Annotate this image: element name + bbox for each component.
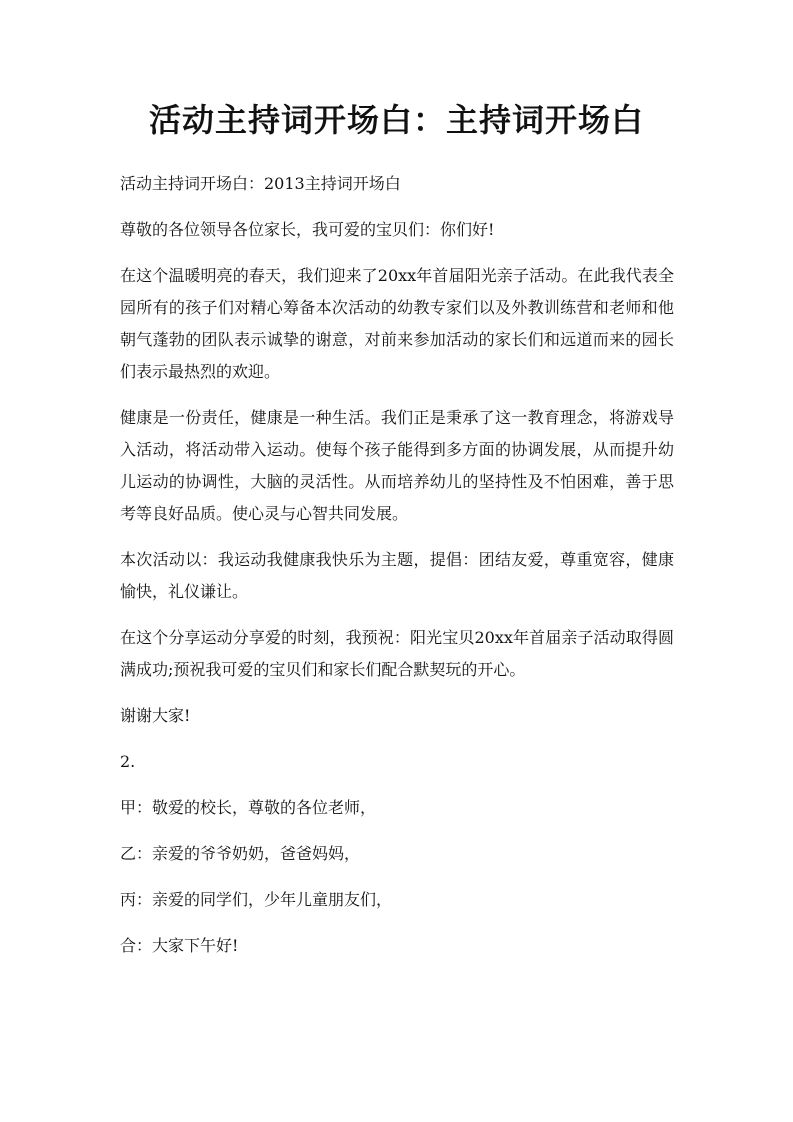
- paragraph-host-b: 乙：亲爱的爷爷奶奶，爸爸妈妈，: [120, 844, 361, 863]
- paragraph-together: 合：大家下午好!: [120, 936, 239, 955]
- paragraph-subtitle: 活动主持词开场白：2013主持词开场白: [120, 174, 401, 193]
- document-title: 活动主持词开场白：主持词开场白: [148, 101, 644, 139]
- paragraph-greeting: 尊敬的各位领导各位家长，我可爱的宝贝们：你们好!: [120, 220, 495, 239]
- paragraph-welcome: 在这个温暖明亮的春天，我们迎来了20xx年首届阳光亲子活动。在此我代表全园所有的孩子们对精心筹备本次活动的幼教专家们以及外教训练营和老师和他朝气蓬勃的团队表示诚挚的谢意，对前来参加活动的家长们和远道而来的园长们表示最热烈的欢迎。: [120, 266, 674, 381]
- paragraph-wish: 在这个分享运动分享爱的时刻，我预祝：阳光宝贝20xx年首届亲子活动取得圆满成功;预祝我可爱的宝贝们和家长们配合默契玩的开心。: [120, 628, 674, 679]
- paragraph-health: 健康是一份责任，健康是一种生活。我们正是秉承了这一教育理念，将游戏导入活动，将活动带入运动。使每个孩子能得到多方面的协调发展，从而提升幼儿运动的协调性，大脑的灵活性。从而培养幼儿的坚持性及不怕困难，善于思考等良好品质。使心灵与心智共同发展。: [120, 408, 674, 523]
- paragraph-host-a: 甲：敬爱的校长，尊敬的各位老师，: [120, 798, 377, 817]
- paragraph-section-number: 2.: [120, 752, 136, 771]
- paragraph-theme: 本次活动以：我运动我健康我快乐为主题，提倡：团结友爱，尊重宽容，健康愉快，礼仪谦让。: [120, 550, 674, 601]
- paragraph-host-c: 丙：亲爱的同学们，少年儿童朋友们，: [120, 890, 393, 909]
- paragraph-thanks: 谢谢大家!: [120, 706, 191, 725]
- document-body: [120, 168, 674, 976]
